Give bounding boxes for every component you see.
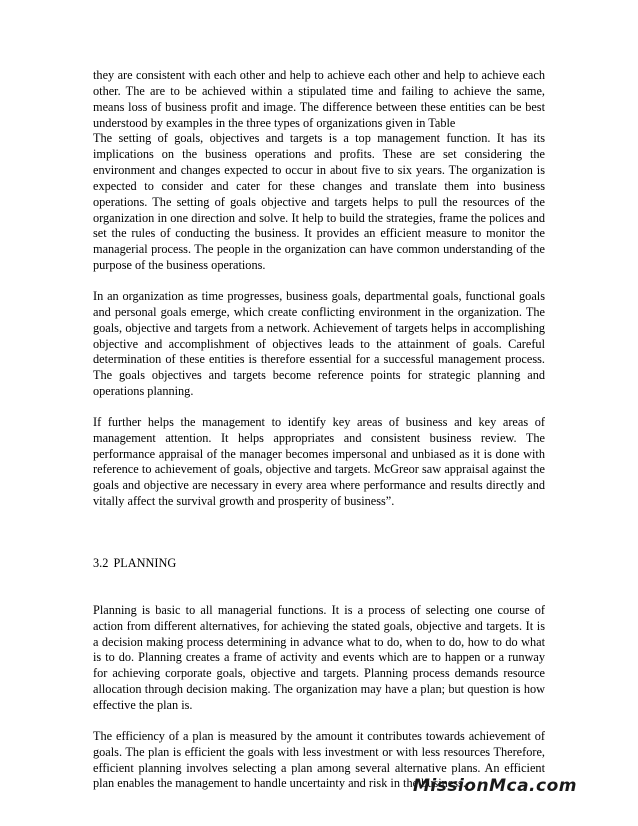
paragraph-goal-setting: The setting of goals, objectives and targets is a top management function. It has its implications on the business operations and profits. These are set considering the environment and changes expected to occur in about five to six years. The organization is expected to consider and cater for these changes and translate them into business operations. The setting of goals objective and targets helps to pull the resources of the organization in one direction and solve. It help to build the strategies, frame the polices and set the rules of conducting the business. It provides an efficient measure to monitor the managerial process. The people in the organization can have common understanding of the purpose of the business operations. — [93, 131, 545, 273]
paragraph-consistency: they are consistent with each other and help to achieve each other and help to achieve each other. The are to be achieved within a stipulated time and failing to achieve the same, means loss of business profit and image. The difference between these entities can be best understood by examples in the three types of organizations given in Table — [93, 68, 545, 130]
paragraph-key-areas: If further helps the management to identify key areas of business and key areas of management attention. It helps appropriates and consistent business review. The performance appraisal of the manager becomes impersonal and unbiased as it is done with reference to achievement of goals, objective and targets. McGreor saw appraisal against the goals and objective are necessary in every area where performance and results directly and vitally affect the survival growth and prosperity of business”. — [93, 414, 545, 509]
watermark-logo: MissionMca.com — [413, 776, 577, 796]
section-heading-planning: 3.2 PLANNING — [93, 555, 177, 570]
paragraph-conflicting-goals: In an organization as time progresses, business goals, departmental goals, functional goals and personal goals emerge, which create conflicting environment in the organization. The goals, objective and targets from a network. Achievement of targets helps in accomplishing objective and accomplishment of objectives leads to the attainment of goals. Careful determination of these entities is therefore essential for a successful management process. The goals objectives and targets become reference points for strategic planning and operations planning. — [93, 288, 545, 399]
paragraph-plan-efficiency: The efficiency of a plan is measured by the amount it contributes towards achievement of goals. The plan is efficient the goals with less investment or with less resources Therefore, efficient planning involves selecting a plan among several alternative plans. An efficient plan enables the management to handle uncertainty and risk in the business. — [93, 728, 545, 791]
paragraph-planning-basics: Planning is basic to all managerial functions. It is a process of selecting one course of action from different alternatives, for achieving the stated goals, objective and targets. It is a decision making process determining in advance what to do, when to do, how to do what is to do. Planning creates a frame of activity and events which are to happen or a runway for achieving corporate goals, objective and targets. Planning process demands resource allocation through decision making. The organization may have a plan; but question is how effective the plan is. — [93, 602, 545, 712]
page-content — [93, 68, 545, 792]
